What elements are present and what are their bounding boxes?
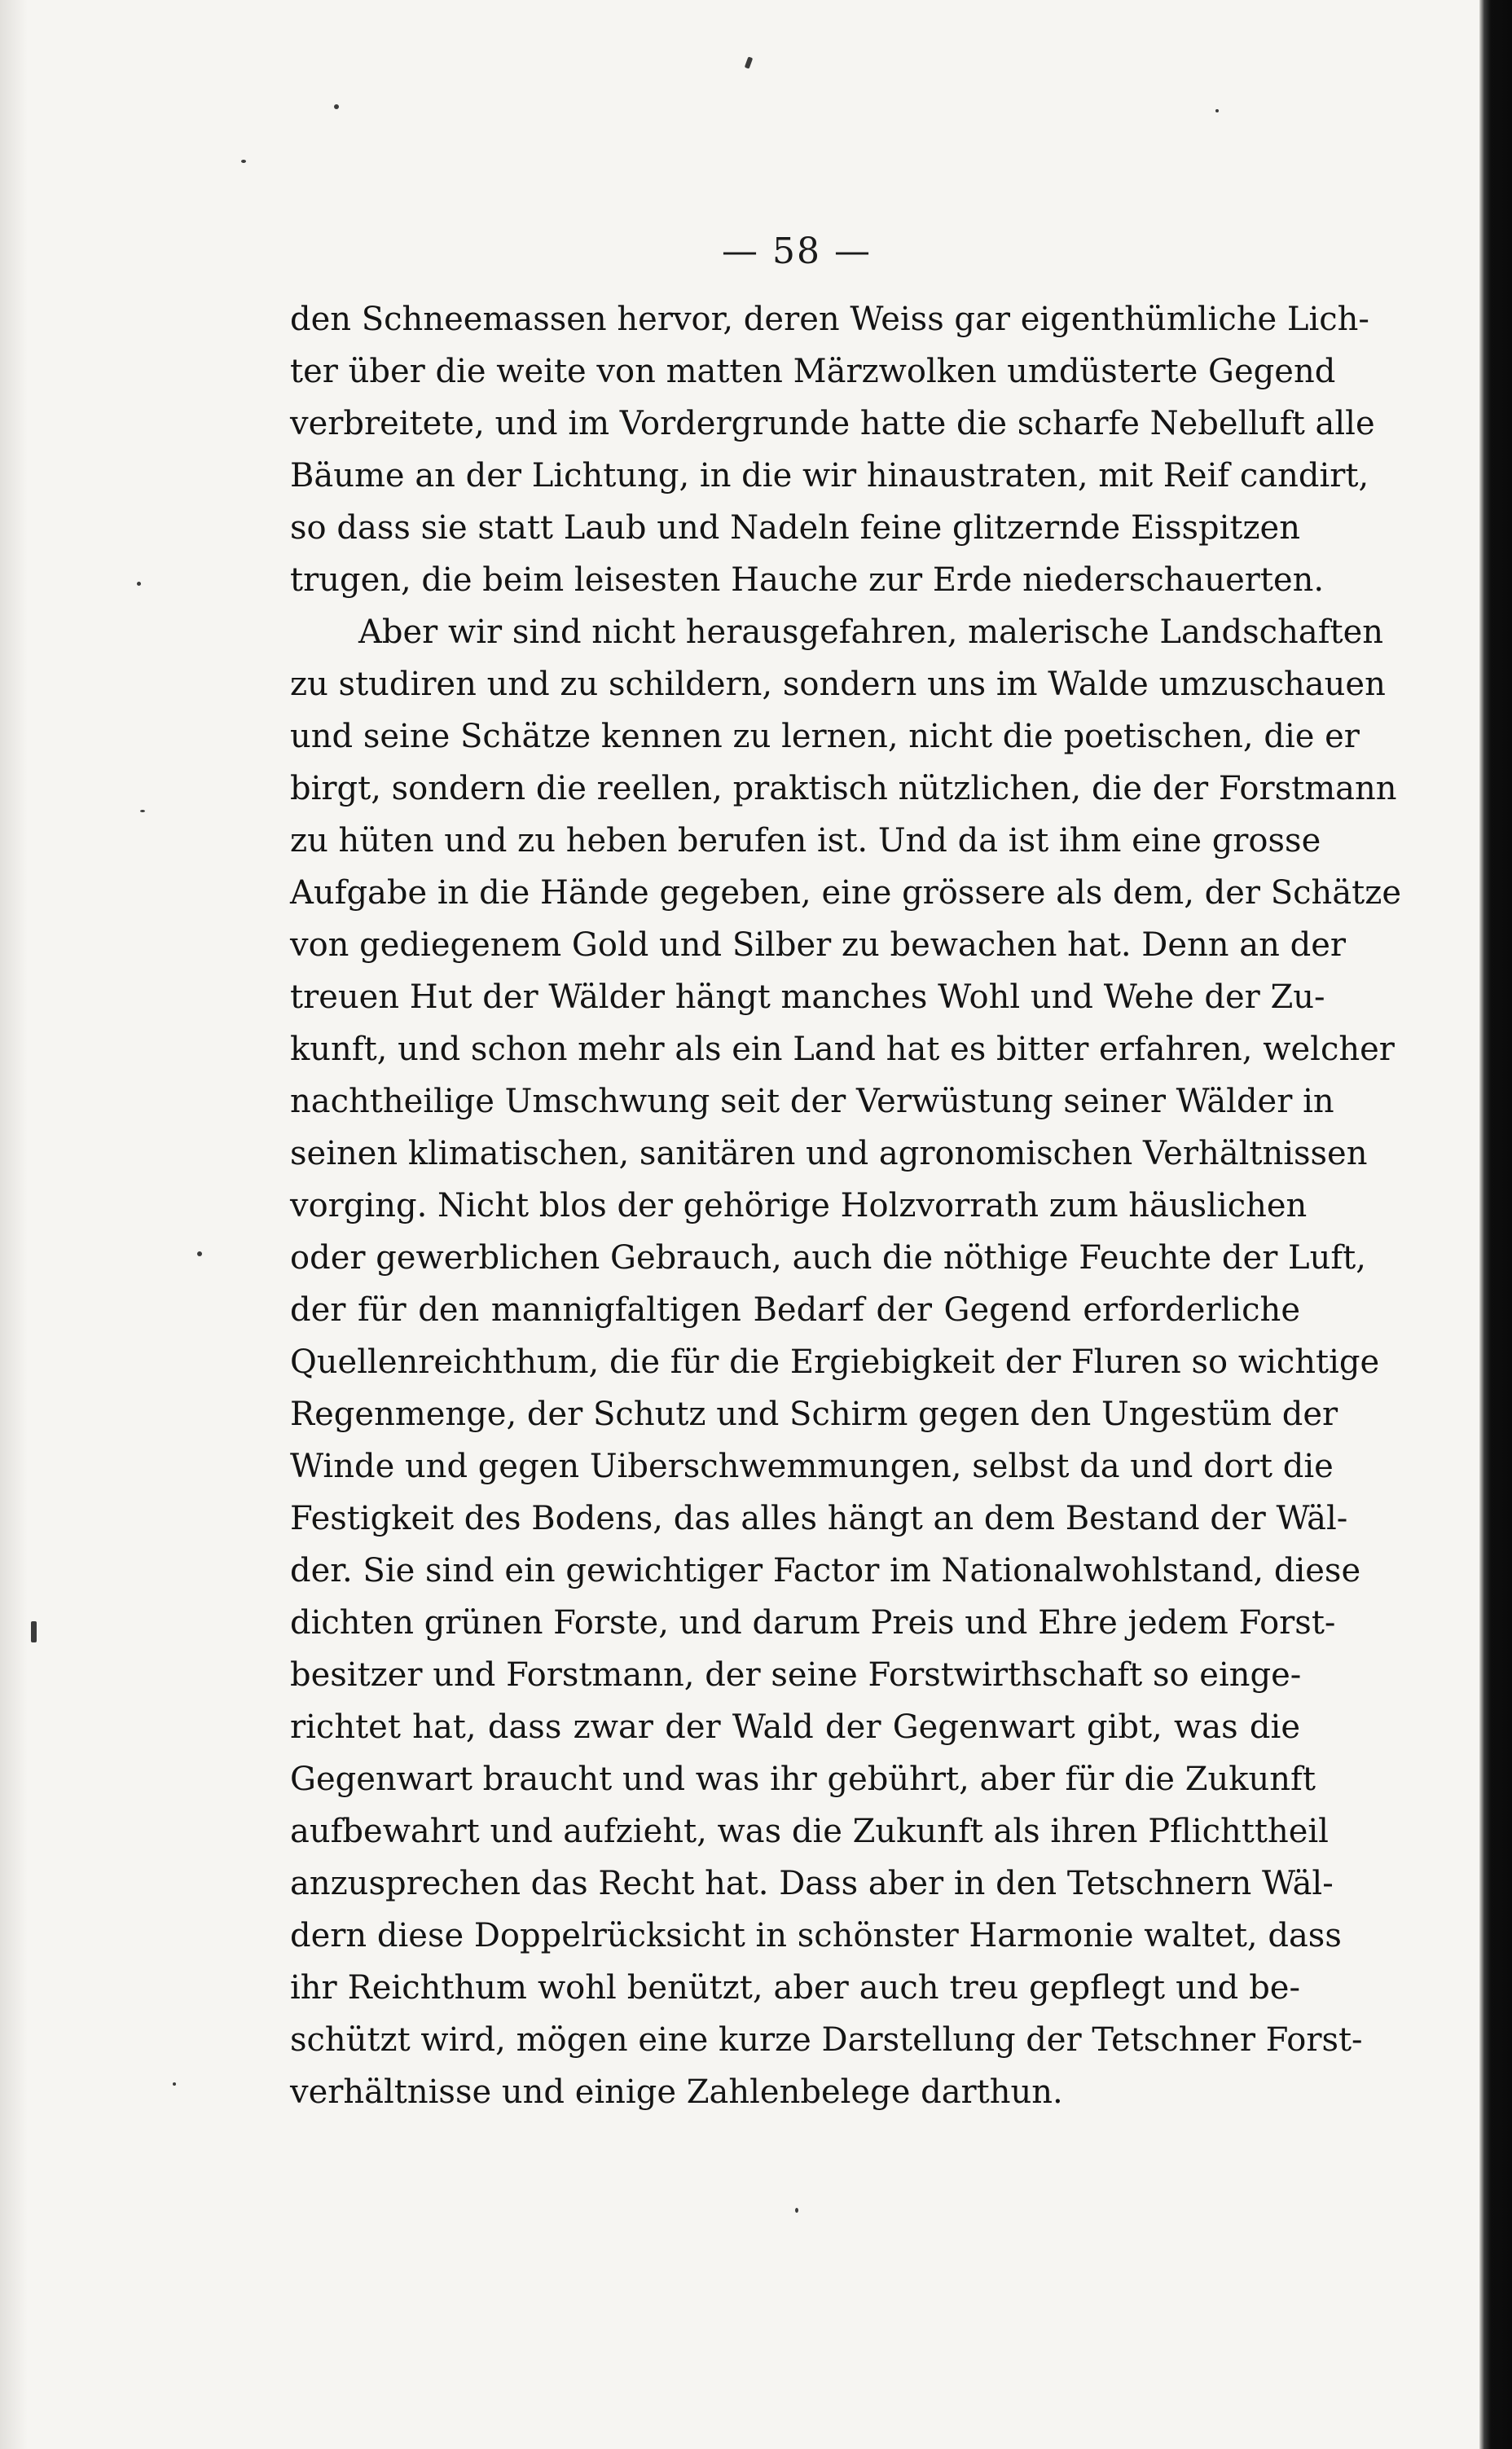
text-line: dichten grünen Forste, und darum Preis und Ehre jedem Forst- xyxy=(290,1604,1336,1642)
text-line: anzusprechen das Recht hat. Dass aber in den Tetschnern Wäl- xyxy=(290,1865,1334,1902)
text-line: vorging. Nicht blos der gehörige Holzvorrath zum häuslichen xyxy=(290,1187,1308,1224)
text-line: von gediegenem Gold und Silber zu bewachen hat. Denn an der xyxy=(290,926,1346,964)
text-line: Aufgabe in die Hände gegeben, eine grössere als dem, der Schätze xyxy=(290,874,1401,912)
body-text xyxy=(290,293,1401,2118)
text-line: trugen, die beim leisesten Hauche zur Erde niederschauerten. xyxy=(290,561,1325,599)
text-line: nachtheilige Umschwung seit der Verwüstung seiner Wälder in xyxy=(290,1083,1334,1120)
page-left-shadow xyxy=(0,0,28,2449)
ink-speck xyxy=(31,1621,37,1642)
text-line: und seine Schätze kennen zu lernen, nicht die poetischen, die er xyxy=(290,718,1360,755)
ink-speck xyxy=(795,2208,798,2213)
page-number: — 58 — xyxy=(722,231,872,272)
text-line: verbreitete, und im Vordergrunde hatte die scharfe Nebelluft alle xyxy=(290,405,1375,442)
text-line: Gegenwart braucht und was ihr gebührt, aber für die Zukunft xyxy=(290,1761,1316,1798)
text-line: birgt, sondern die reellen, praktisch nützlichen, die der Forstmann xyxy=(290,770,1397,807)
text-line: der für den mannigfaltigen Bedarf der Gegend erforderliche xyxy=(290,1291,1300,1329)
ink-speck xyxy=(137,582,141,586)
ink-speck xyxy=(197,1251,202,1256)
text-line: Regenmenge, der Schutz und Schirm gegen den Ungestüm der xyxy=(290,1396,1338,1433)
ink-speck xyxy=(173,2082,176,2086)
text-line: zu hüten und zu heben berufen ist. Und da ist ihm eine grosse xyxy=(290,822,1321,860)
text-line: besitzer und Forstmann, der seine Forstwirthschaft so einge- xyxy=(290,1656,1302,1694)
ink-speck xyxy=(1215,109,1219,112)
text-line: Festigkeit des Bodens, das alles hängt an dem Bestand der Wäl- xyxy=(290,1500,1348,1537)
text-line: zu studiren und zu schildern, sondern uns im Walde umzuschauen xyxy=(290,666,1386,703)
text-line: Winde und gegen Uiberschwemmungen, selbst da und dort die xyxy=(290,1448,1334,1485)
text-line: oder gewerblichen Gebrauch, auch die nöthige Feuchte der Luft, xyxy=(290,1239,1366,1277)
text-line: ter über die weite von matten Märzwolken umdüsterte Gegend xyxy=(290,353,1336,390)
ink-speck xyxy=(745,56,753,68)
paragraph-start-line: Aber wir sind nicht herausgefahren, malerische Landschaften xyxy=(358,613,1384,651)
text-line: den Schneemassen hervor, deren Weiss gar eigenthümliche Lich- xyxy=(290,301,1369,338)
text-line: verhältnisse und einige Zahlenbelege darthun. xyxy=(290,2073,1063,2111)
ink-speck xyxy=(140,810,145,812)
text-line: aufbewahrt und aufzieht, was die Zukunft als ihren Pflichttheil xyxy=(290,1813,1329,1850)
text-line: kunft, und schon mehr als ein Land hat es bitter erfahren, welcher xyxy=(290,1031,1395,1068)
text-line: schützt wird, mögen eine kurze Darstellung der Tetschner Forst- xyxy=(290,2021,1363,2059)
text-line: treuen Hut der Wälder hängt manches Wohl und Wehe der Zu- xyxy=(290,978,1325,1016)
book-binding-edge xyxy=(1479,0,1512,2449)
text-line: ihr Reichthum wohl benützt, aber auch treu gepflegt und be- xyxy=(290,1969,1300,2007)
ink-speck xyxy=(334,104,339,109)
text-line: richtet hat, dass zwar der Wald der Gegenwart gibt, was die xyxy=(290,1708,1300,1746)
text-line: Quellenreichthum, die für die Ergiebigkeit der Fluren so wichtige xyxy=(290,1343,1380,1381)
ink-speck xyxy=(241,160,246,163)
text-line: seinen klimatischen, sanitären und agronomischen Verhältnissen xyxy=(290,1135,1368,1172)
text-line: Bäume an der Lichtung, in die wir hinaustraten, mit Reif candirt, xyxy=(290,457,1369,495)
text-line: der. Sie sind ein gewichtiger Factor im Nationalwohlstand, diese xyxy=(290,1552,1361,1589)
text-line: dern diese Doppelrücksicht in schönster Harmonie waltet, dass xyxy=(290,1917,1342,1954)
text-line: so dass sie statt Laub und Nadeln feine glitzernde Eisspitzen xyxy=(290,509,1300,547)
